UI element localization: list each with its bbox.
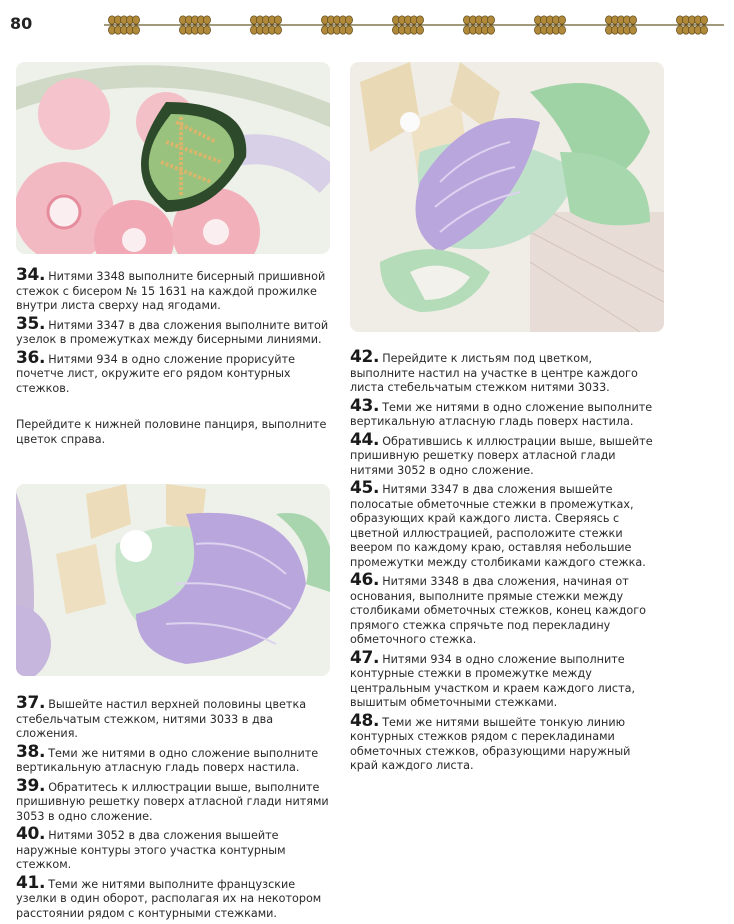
step-text: Нитями 934 в одно сложение прорисуйте почетче лист, окружите его рядом контурных стежков.	[16, 352, 295, 395]
page-number: 80	[10, 14, 33, 33]
step-text: Нитями 3347 в два сложения вышейте полосатые обметочные стежки в промежутках, образующих край каждого листа. Сверяясь с цветной иллюстрацией, расположите стежки веером по каждому краю, оставляя небольшие промежутки между столбиками каждого стежка.	[350, 483, 646, 569]
instruction-step	[350, 647, 660, 711]
step-number: 39.	[16, 775, 46, 796]
instruction-step	[16, 872, 334, 922]
steps-column-b	[16, 693, 334, 924]
step-number: 41.	[16, 872, 46, 893]
step-number: 44.	[350, 429, 380, 450]
embroidery-photo-icon	[350, 62, 664, 332]
steps-column-c	[350, 347, 660, 777]
step-text: Теми же нитями вышейте тонкую линию контурных стежков рядом с перекладинами обметочных стежков, образующими наружный край каждого листа.	[350, 715, 631, 772]
instruction-step	[16, 347, 330, 397]
step-number: 34.	[16, 265, 46, 285]
step-number: 46.	[350, 570, 380, 590]
instruction-step	[350, 570, 660, 648]
step-number: 36.	[16, 347, 46, 368]
steps-column-a	[16, 265, 330, 447]
instruction-step	[350, 395, 660, 430]
step-number: 47.	[350, 647, 380, 668]
step-number: 38.	[16, 741, 46, 762]
step-number: 37.	[16, 693, 46, 713]
step-text: Нитями 3348 выполните бисерный пришивной стежок с бисером № 15 1631 на каждой прожилке внутри листа сверху над ягодами.	[16, 270, 326, 312]
step-text: Нитями 3347 в два сложения выполните витой узелок в промежутках между бисерными линиями.	[16, 318, 329, 346]
step-number: 48.	[350, 710, 380, 731]
step-number: 42.	[350, 347, 380, 367]
step-text: Вышейте настил верхней половины цветка стебельчатым стежком, нитями 3033 в два сложения.	[16, 698, 307, 740]
step-number: 45.	[350, 478, 380, 498]
intro-paragraph: Перейдите к нижней половине панциря, выполните цветок справа.	[16, 418, 327, 446]
step-text: Теми же нитями в одно сложение выполните вертикальную атласную гладь поверх настила.	[16, 746, 319, 774]
photo-flower-bottom	[16, 484, 330, 676]
instruction-step	[16, 313, 330, 348]
step-text: Нитями 934 в одно сложение выполните контурные стежки в промежутке между центральным участком и краем каждого листа, вышитым обметочными стежками.	[350, 652, 635, 709]
step-number: 35.	[16, 313, 46, 334]
embroidery-photo-icon	[16, 484, 330, 676]
step-text: Теми же нитями выполните французские узелки в один оборот, располагая их на некотором расстоянии рядом с контурными стежками.	[16, 877, 322, 920]
step-number: 40.	[16, 824, 46, 844]
instruction-step	[16, 824, 334, 873]
instruction-step	[16, 741, 334, 776]
step-text: Перейдите к листьям под цветком, выполните настил на участке в центре каждого листа стебельчатым стежком нитями 3033.	[350, 352, 638, 394]
embroidery-photo-icon	[16, 62, 330, 254]
step-text: Обратитесь к иллюстрации выше, выполните пришивную решетку поверх атласной глади нитями 3053 в одно сложение.	[16, 780, 329, 823]
bead-border-decoration	[104, 8, 724, 38]
step-number: 43.	[350, 395, 380, 416]
photo-berries-leaf	[16, 62, 330, 254]
instruction-step	[350, 347, 660, 396]
step-text: Обратившись к иллюстрации выше, вышейте пришивную решетку поверх атласной глади нитями 3052 в одно сложение.	[350, 434, 653, 477]
instruction-step	[16, 265, 330, 314]
instruction-step	[350, 478, 660, 570]
photo-flower-leaves	[350, 62, 664, 332]
step-text: Теми же нитями в одно сложение выполните вертикальную атласную гладь поверх настила.	[350, 400, 653, 428]
instruction-step	[16, 693, 334, 742]
step-text: Нитями 3052 в два сложения вышейте наружные контуры этого участка контурным стежком.	[16, 829, 286, 871]
instruction-step	[350, 710, 660, 774]
step-text: Нитями 3348 в два сложения, начиная от основания, выполните прямые стежки между столбиками обметочных стежков, конец каждого прямого стежка спрячьте под перекладину обметочного стежка.	[350, 575, 646, 646]
instruction-step	[350, 429, 660, 479]
instruction-step	[16, 775, 334, 825]
